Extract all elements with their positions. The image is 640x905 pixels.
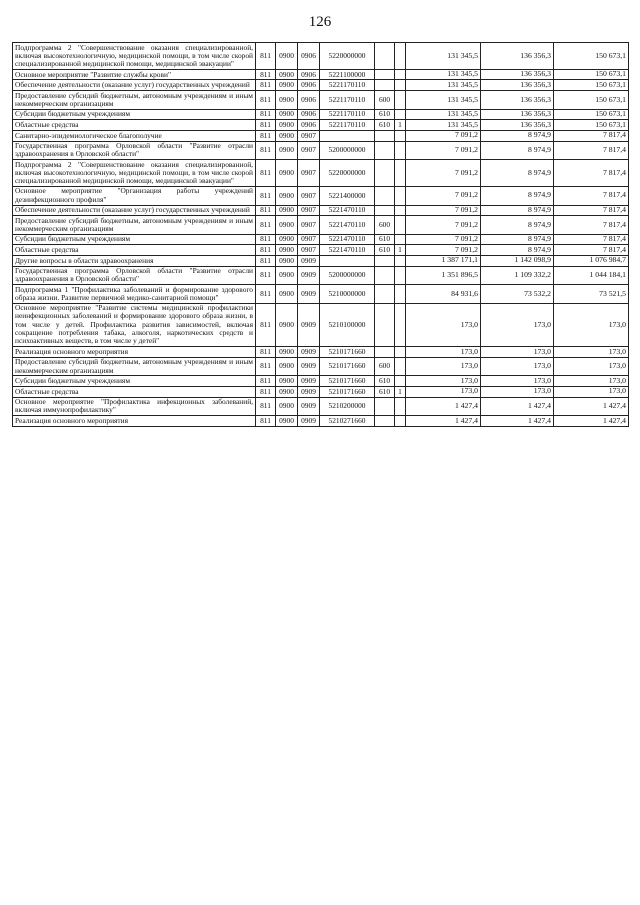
amount-year2-cell: 8 974,9 (481, 186, 554, 205)
row-name-cell: Другие вопросы в области здравоохранения (13, 255, 256, 266)
amount-year2-cell: 173,0 (481, 357, 554, 376)
expense-type-cell (375, 186, 395, 205)
amount-year2-cell: 8 974,9 (481, 160, 554, 187)
budget-table (12, 42, 629, 427)
amount-year1-cell: 173,0 (406, 376, 481, 387)
subsection-code-cell: 0907 (298, 130, 320, 141)
org-code-cell: 811 (256, 285, 276, 304)
amount-year3-cell: 7 817,4 (554, 160, 629, 187)
amount-year2-cell: 136 356,3 (481, 43, 554, 70)
article-code-cell: 5200000000 (320, 141, 375, 160)
article-code-cell: 5221170110 (320, 109, 375, 120)
amount-year3-cell: 173,0 (554, 347, 629, 358)
expense-type-cell: 610 (375, 120, 395, 131)
amount-year3-cell: 1 427,4 (554, 416, 629, 427)
amount-year1-cell: 7 091,2 (406, 130, 481, 141)
org-code-cell: 811 (256, 186, 276, 205)
funding-flag-cell (395, 141, 406, 160)
table-row (13, 205, 629, 216)
amount-year2-cell: 173,0 (481, 347, 554, 358)
org-code-cell: 811 (256, 120, 276, 131)
org-code-cell: 811 (256, 266, 276, 285)
amount-year3-cell: 7 817,4 (554, 216, 629, 235)
org-code-cell: 811 (256, 43, 276, 70)
expense-type-cell (375, 255, 395, 266)
amount-year3-cell: 7 817,4 (554, 205, 629, 216)
section-code-cell: 0900 (276, 205, 298, 216)
expense-type-cell (375, 266, 395, 285)
expense-type-cell (375, 397, 395, 416)
row-name-cell: Реализация основного мероприятия (13, 416, 256, 427)
amount-year2-cell: 1 109 332,2 (481, 266, 554, 285)
table-row (13, 186, 629, 205)
amount-year3-cell: 1 427,4 (554, 397, 629, 416)
table-row (13, 160, 629, 187)
section-code-cell: 0900 (276, 303, 298, 346)
expense-type-cell: 600 (375, 216, 395, 235)
table-row (13, 376, 629, 387)
article-code-cell: 5210171660 (320, 357, 375, 376)
amount-year1-cell: 131 345,5 (406, 43, 481, 70)
section-code-cell: 0900 (276, 80, 298, 91)
amount-year1-cell: 1 351 896,5 (406, 266, 481, 285)
expense-type-cell (375, 205, 395, 216)
subsection-code-cell: 0907 (298, 186, 320, 205)
amount-year1-cell: 131 345,5 (406, 69, 481, 80)
article-code-cell: 5221470110 (320, 245, 375, 256)
amount-year1-cell: 173,0 (406, 347, 481, 358)
article-code-cell: 5221400000 (320, 186, 375, 205)
article-code-cell: 5220000000 (320, 160, 375, 187)
amount-year3-cell: 7 817,4 (554, 141, 629, 160)
amount-year1-cell: 7 091,2 (406, 141, 481, 160)
funding-flag-cell: 1 (395, 120, 406, 131)
table-row (13, 43, 629, 70)
article-code-cell: 5221170110 (320, 120, 375, 131)
expense-type-cell (375, 160, 395, 187)
funding-flag-cell (395, 109, 406, 120)
article-code-cell: 5210200000 (320, 397, 375, 416)
expense-type-cell (375, 285, 395, 304)
org-code-cell: 811 (256, 80, 276, 91)
subsection-code-cell: 0907 (298, 245, 320, 256)
funding-flag-cell (395, 160, 406, 187)
amount-year3-cell: 73 521,5 (554, 285, 629, 304)
row-name-cell: Государственная программа Орловской области "Развитие отрасли здравоохранения в Орловской области" (13, 141, 256, 160)
article-code-cell: 5210000000 (320, 285, 375, 304)
amount-year2-cell: 8 974,9 (481, 216, 554, 235)
amount-year2-cell: 8 974,9 (481, 141, 554, 160)
amount-year1-cell: 7 091,2 (406, 186, 481, 205)
funding-flag-cell (395, 255, 406, 266)
table-row (13, 255, 629, 266)
amount-year1-cell: 7 091,2 (406, 160, 481, 187)
amount-year1-cell: 131 345,5 (406, 91, 481, 110)
funding-flag-cell (395, 376, 406, 387)
expense-type-cell (375, 69, 395, 80)
table-row (13, 347, 629, 358)
section-code-cell: 0900 (276, 416, 298, 427)
table-row (13, 141, 629, 160)
amount-year2-cell: 136 356,3 (481, 120, 554, 131)
expense-type-cell: 610 (375, 245, 395, 256)
section-code-cell: 0900 (276, 386, 298, 397)
amount-year2-cell: 1 142 098,9 (481, 255, 554, 266)
article-code-cell: 5210271660 (320, 416, 375, 427)
subsection-code-cell: 0909 (298, 285, 320, 304)
subsection-code-cell: 0909 (298, 397, 320, 416)
amount-year2-cell: 8 974,9 (481, 130, 554, 141)
subsection-code-cell: 0907 (298, 160, 320, 187)
amount-year1-cell: 7 091,2 (406, 245, 481, 256)
org-code-cell: 811 (256, 109, 276, 120)
article-code-cell: 5210171660 (320, 386, 375, 397)
amount-year1-cell: 7 091,2 (406, 216, 481, 235)
amount-year1-cell: 131 345,5 (406, 120, 481, 131)
row-name-cell: Предоставление субсидий бюджетным, автономным учреждениям и иным некоммерческим организациям (13, 91, 256, 110)
section-code-cell: 0900 (276, 266, 298, 285)
amount-year3-cell: 173,0 (554, 386, 629, 397)
subsection-code-cell: 0909 (298, 376, 320, 387)
org-code-cell: 811 (256, 303, 276, 346)
amount-year1-cell: 1 427,4 (406, 416, 481, 427)
table-row (13, 357, 629, 376)
amount-year1-cell: 131 345,5 (406, 80, 481, 91)
expense-type-cell: 610 (375, 109, 395, 120)
amount-year1-cell: 173,0 (406, 303, 481, 346)
table-row (13, 120, 629, 131)
section-code-cell: 0900 (276, 120, 298, 131)
subsection-code-cell: 0909 (298, 386, 320, 397)
funding-flag-cell (395, 303, 406, 346)
section-code-cell: 0900 (276, 160, 298, 187)
expense-type-cell (375, 416, 395, 427)
article-code-cell: 5200000000 (320, 266, 375, 285)
org-code-cell: 811 (256, 130, 276, 141)
amount-year2-cell: 8 974,9 (481, 245, 554, 256)
row-name-cell: Основное мероприятие "Развитие службы крови" (13, 69, 256, 80)
subsection-code-cell: 0906 (298, 69, 320, 80)
amount-year3-cell: 150 673,1 (554, 43, 629, 70)
section-code-cell: 0900 (276, 285, 298, 304)
subsection-code-cell: 0909 (298, 303, 320, 346)
article-code-cell (320, 130, 375, 141)
subsection-code-cell: 0909 (298, 266, 320, 285)
amount-year3-cell: 150 673,1 (554, 69, 629, 80)
expense-type-cell (375, 141, 395, 160)
subsection-code-cell: 0906 (298, 80, 320, 91)
article-code-cell: 5221170110 (320, 80, 375, 91)
row-name-cell: Предоставление субсидий бюджетным, автономным учреждениям и иным некоммерческим организациям (13, 216, 256, 235)
table-row (13, 416, 629, 427)
expense-type-cell (375, 130, 395, 141)
funding-flag-cell: 1 (395, 245, 406, 256)
funding-flag-cell (395, 69, 406, 80)
row-name-cell: Обеспечение деятельности (оказание услуг) государственных учреждений (13, 205, 256, 216)
expense-type-cell: 610 (375, 386, 395, 397)
subsection-code-cell: 0906 (298, 120, 320, 131)
section-code-cell: 0900 (276, 255, 298, 266)
table-row (13, 216, 629, 235)
org-code-cell: 811 (256, 347, 276, 358)
amount-year2-cell: 173,0 (481, 303, 554, 346)
org-code-cell: 811 (256, 357, 276, 376)
table-row (13, 69, 629, 80)
expense-type-cell: 610 (375, 234, 395, 245)
amount-year1-cell: 173,0 (406, 357, 481, 376)
table-row (13, 285, 629, 304)
funding-flag-cell (395, 130, 406, 141)
section-code-cell: 0900 (276, 397, 298, 416)
row-name-cell: Подпрограмма 2 "Совершенствование оказания специализированной, включая высокотехнологичную, медицинской помощи, в том числе скорой специализированной медицинской помощи, медицинской эвакуации" (13, 43, 256, 70)
row-name-cell: Реализация основного мероприятия (13, 347, 256, 358)
amount-year1-cell: 131 345,5 (406, 109, 481, 120)
section-code-cell: 0900 (276, 347, 298, 358)
article-code-cell: 5210171660 (320, 376, 375, 387)
section-code-cell: 0900 (276, 234, 298, 245)
row-name-cell: Основное мероприятие "Организация работы учреждений дезинфекционного профиля" (13, 186, 256, 205)
org-code-cell: 811 (256, 69, 276, 80)
org-code-cell: 811 (256, 234, 276, 245)
amount-year3-cell: 150 673,1 (554, 109, 629, 120)
subsection-code-cell: 0907 (298, 141, 320, 160)
org-code-cell: 811 (256, 386, 276, 397)
expense-type-cell (375, 80, 395, 91)
funding-flag-cell (395, 80, 406, 91)
amount-year2-cell: 136 356,3 (481, 69, 554, 80)
article-code-cell: 5221470110 (320, 205, 375, 216)
page-number: 126 (308, 14, 332, 30)
expense-type-cell: 600 (375, 91, 395, 110)
amount-year2-cell: 136 356,3 (481, 91, 554, 110)
section-code-cell: 0900 (276, 141, 298, 160)
section-code-cell: 0900 (276, 69, 298, 80)
funding-flag-cell: 1 (395, 386, 406, 397)
funding-flag-cell (395, 186, 406, 205)
funding-flag-cell (395, 266, 406, 285)
subsection-code-cell: 0909 (298, 347, 320, 358)
funding-flag-cell (395, 397, 406, 416)
article-code-cell: 5210100000 (320, 303, 375, 346)
amount-year2-cell: 173,0 (481, 376, 554, 387)
org-code-cell: 811 (256, 255, 276, 266)
row-name-cell: Государственная программа Орловской области "Развитие отрасли здравоохранения в Орловской области" (13, 266, 256, 285)
amount-year1-cell: 173,0 (406, 386, 481, 397)
funding-flag-cell (395, 91, 406, 110)
amount-year3-cell: 7 817,4 (554, 130, 629, 141)
row-name-cell: Подпрограмма 2 "Совершенствование оказания специализированной, включая высокотехнологичную, медицинской помощи, в том числе скорой специализированной медицинской помощи, медицинской эвакуации" (13, 160, 256, 187)
org-code-cell: 811 (256, 416, 276, 427)
table-row (13, 109, 629, 120)
org-code-cell: 811 (256, 376, 276, 387)
amount-year1-cell: 7 091,2 (406, 234, 481, 245)
amount-year1-cell: 1 387 171,1 (406, 255, 481, 266)
table-body (13, 43, 629, 427)
subsection-code-cell: 0909 (298, 416, 320, 427)
amount-year1-cell: 1 427,4 (406, 397, 481, 416)
article-code-cell: 5220000000 (320, 43, 375, 70)
section-code-cell: 0900 (276, 186, 298, 205)
row-name-cell: Санитарно-эпидемиологическое благополучие (13, 130, 256, 141)
funding-flag-cell (395, 216, 406, 235)
table-row (13, 80, 629, 91)
expense-type-cell: 600 (375, 357, 395, 376)
article-code-cell: 5221170110 (320, 91, 375, 110)
article-code-cell (320, 255, 375, 266)
article-code-cell: 5210171660 (320, 347, 375, 358)
amount-year2-cell: 8 974,9 (481, 205, 554, 216)
amount-year3-cell: 7 817,4 (554, 245, 629, 256)
amount-year3-cell: 150 673,1 (554, 91, 629, 110)
table-row (13, 91, 629, 110)
funding-flag-cell (395, 357, 406, 376)
expense-type-cell: 610 (375, 376, 395, 387)
section-code-cell: 0900 (276, 91, 298, 110)
row-name-cell: Субсидии бюджетным учреждениям (13, 234, 256, 245)
article-code-cell: 5221470110 (320, 216, 375, 235)
org-code-cell: 811 (256, 245, 276, 256)
expense-type-cell (375, 347, 395, 358)
article-code-cell: 5221470110 (320, 234, 375, 245)
amount-year3-cell: 173,0 (554, 376, 629, 387)
table-row (13, 130, 629, 141)
row-name-cell: Областные средства (13, 245, 256, 256)
section-code-cell: 0900 (276, 376, 298, 387)
org-code-cell: 811 (256, 216, 276, 235)
funding-flag-cell (395, 416, 406, 427)
org-code-cell: 811 (256, 205, 276, 216)
amount-year2-cell: 8 974,9 (481, 234, 554, 245)
subsection-code-cell: 0909 (298, 357, 320, 376)
subsection-code-cell: 0906 (298, 91, 320, 110)
section-code-cell: 0900 (276, 216, 298, 235)
row-name-cell: Основное мероприятие "Профилактика инфекционных заболеваний, включая иммунопрофилактику" (13, 397, 256, 416)
org-code-cell: 811 (256, 160, 276, 187)
row-name-cell: Субсидии бюджетным учреждениям (13, 109, 256, 120)
expense-type-cell (375, 43, 395, 70)
amount-year2-cell: 173,0 (481, 386, 554, 397)
expense-type-cell (375, 303, 395, 346)
amount-year2-cell: 136 356,3 (481, 109, 554, 120)
subsection-code-cell: 0906 (298, 109, 320, 120)
section-code-cell: 0900 (276, 43, 298, 70)
amount-year3-cell: 1 044 184,1 (554, 266, 629, 285)
org-code-cell: 811 (256, 141, 276, 160)
amount-year3-cell: 173,0 (554, 357, 629, 376)
amount-year1-cell: 84 931,6 (406, 285, 481, 304)
row-name-cell: Подпрограмма 1 "Профилактика заболеваний и формирование здорового образа жизни. Развитие первичной медико-санитарной помощи" (13, 285, 256, 304)
row-name-cell: Областные средства (13, 386, 256, 397)
amount-year2-cell: 1 427,4 (481, 397, 554, 416)
amount-year3-cell: 7 817,4 (554, 234, 629, 245)
amount-year3-cell: 173,0 (554, 303, 629, 346)
amount-year3-cell: 150 673,1 (554, 80, 629, 91)
funding-flag-cell (395, 43, 406, 70)
amount-year1-cell: 7 091,2 (406, 205, 481, 216)
amount-year3-cell: 150 673,1 (554, 120, 629, 131)
amount-year2-cell: 136 356,3 (481, 80, 554, 91)
table-row (13, 245, 629, 256)
org-code-cell: 811 (256, 397, 276, 416)
subsection-code-cell: 0907 (298, 216, 320, 235)
funding-flag-cell (395, 285, 406, 304)
section-code-cell: 0900 (276, 245, 298, 256)
amount-year2-cell: 73 532,2 (481, 285, 554, 304)
table-row (13, 386, 629, 397)
row-name-cell: Областные средства (13, 120, 256, 131)
row-name-cell: Обеспечение деятельности (оказание услуг) государственных учреждений (13, 80, 256, 91)
row-name-cell: Основное мероприятие "Развитие системы медицинской профилактики неинфекционных заболеваний и формирование здорового образа жизни, в том числе у детей. Профилактика развития зависимостей, включая сокращение потребления табака, алкоголя, наркотических средств и психоактивных веществ, в том числе у детей" (13, 303, 256, 346)
subsection-code-cell: 0909 (298, 255, 320, 266)
amount-year3-cell: 1 076 984,7 (554, 255, 629, 266)
section-code-cell: 0900 (276, 130, 298, 141)
section-code-cell: 0900 (276, 357, 298, 376)
table-row (13, 234, 629, 245)
funding-flag-cell (395, 347, 406, 358)
table-row (13, 397, 629, 416)
article-code-cell: 5221100000 (320, 69, 375, 80)
amount-year3-cell: 7 817,4 (554, 186, 629, 205)
subsection-code-cell: 0906 (298, 43, 320, 70)
funding-flag-cell (395, 205, 406, 216)
org-code-cell: 811 (256, 91, 276, 110)
row-name-cell: Субсидии бюджетным учреждениям (13, 376, 256, 387)
amount-year2-cell: 1 427,4 (481, 416, 554, 427)
table-row (13, 266, 629, 285)
funding-flag-cell (395, 234, 406, 245)
subsection-code-cell: 0907 (298, 234, 320, 245)
section-code-cell: 0900 (276, 109, 298, 120)
row-name-cell: Предоставление субсидий бюджетным, автономным учреждениям и иным некоммерческим организациям (13, 357, 256, 376)
subsection-code-cell: 0907 (298, 205, 320, 216)
table-row (13, 303, 629, 346)
